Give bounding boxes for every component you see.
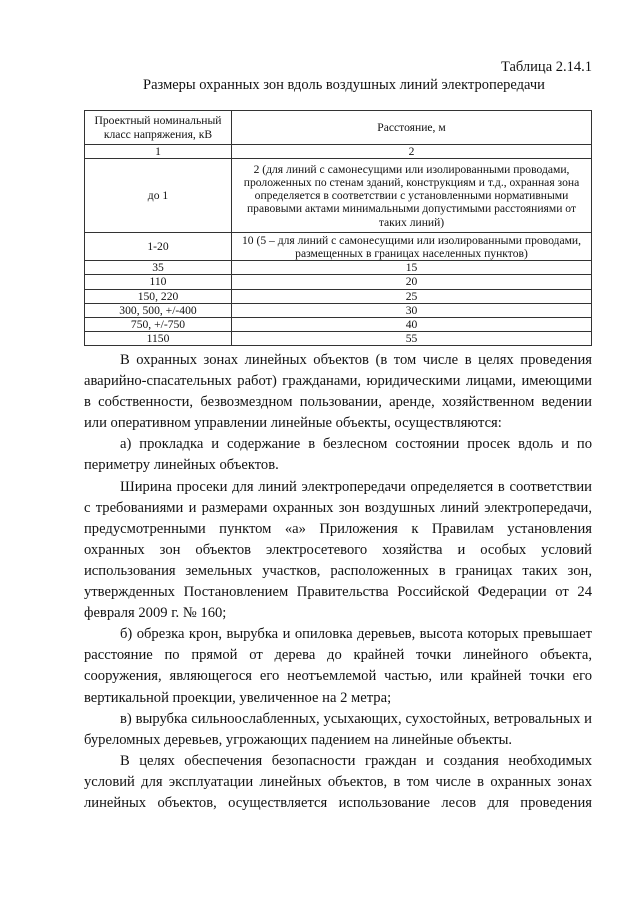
voltage-cell: 35 xyxy=(85,261,232,275)
voltage-cell: 110 xyxy=(85,275,232,289)
table-row xyxy=(85,318,592,332)
distance-cell: 15 xyxy=(232,261,592,275)
distance-cell: 30 xyxy=(232,303,592,317)
distance-cell: 40 xyxy=(232,318,592,332)
voltage-cell: 1-20 xyxy=(85,233,232,261)
voltage-cell: до 1 xyxy=(85,159,232,233)
distance-cell: 10 (5 – для линий с самонесущими или изолированными проводами, размещенных в границах населенных пунктов) xyxy=(232,233,592,261)
table-title: Размеры охранных зон вдоль воздушных линий электропередачи xyxy=(143,77,545,93)
protection-zones-table xyxy=(84,110,592,346)
column-number-1: 1 xyxy=(85,145,232,159)
header-distance: Расстояние, м xyxy=(232,111,592,145)
table-row xyxy=(85,303,592,317)
paragraph-item-b: б) обрезка крон, вырубка и опиловка деревьев, высота которых превышает расстояние по прямой от дерева до крайней точки линейного объекта, сооружения, являющегося его неотъемлемой частью, или крайней точки его вертикальной проекции, увеличенное на 2 метра; xyxy=(84,626,592,706)
table-column-numbers-row xyxy=(85,145,592,159)
paragraph: В целях обеспечения безопасности граждан и создания необходимых условий для эксплуатации линейных объектов, в том числе в охранных зонах линейных объектов, осуществляется использование лесов для проведения xyxy=(84,752,592,811)
document-body xyxy=(84,350,592,814)
column-number-2: 2 xyxy=(232,145,592,159)
distance-cell: 25 xyxy=(232,289,592,303)
table-row xyxy=(85,289,592,303)
voltage-cell: 300, 500, +/-400 xyxy=(85,303,232,317)
table-row xyxy=(85,159,592,233)
distance-cell: 2 (для линий с самонесущими или изолированными проводами, проложенных по стенам зданий, конструкциям и т.д., охранная зона определяется в соответствии с установленными нормативными правовыми актами минимальными допустимыми расстояниями от таких линий) xyxy=(232,159,592,233)
table-row xyxy=(85,233,592,261)
voltage-cell: 750, +/-750 xyxy=(85,318,232,332)
table-header-row xyxy=(85,111,592,145)
paragraph: В охранных зонах линейных объектов (в том числе в целях проведения аварийно-спасательных работ) гражданами, юридическими лицами, имеющими в собственности, безвозмездном пользовании, аренде, хозяйственном ведении или оперативном управлении линейные объекты, осуществляются: xyxy=(84,352,592,432)
distance-cell: 20 xyxy=(232,275,592,289)
table-row xyxy=(85,275,592,289)
paragraph-item-a: а) прокладка и содержание в безлесном состоянии просек вдоль и по периметру линейных объектов. xyxy=(84,436,592,474)
voltage-cell: 150, 220 xyxy=(85,289,232,303)
voltage-cell: 1150 xyxy=(85,332,232,346)
paragraph-item-v: в) вырубка сильноослабленных, усыхающих, сухостойных, ветровальных и буреломных деревьев, угрожающих падением на линейные объекты. xyxy=(84,710,592,748)
distance-cell: 55 xyxy=(232,332,592,346)
header-voltage-class: Проектный номинальный класс напряжения, кВ xyxy=(85,111,232,145)
table-number-label: Таблица 2.14.1 xyxy=(500,59,592,75)
table-row xyxy=(85,332,592,346)
paragraph: Ширина просеки для линий электропередачи определяется в соответствии с требованиями и размерами охранных зон воздушных линий электропередачи, предусмотренными пунктом «а» Приложения к Правилам установления охранных зон объектов электросетевого хозяйства и особых условий использования земельных участков, расположенных в границах таких зон, утвержденных Постановлением Правительства Российской Федерации от 24 февраля 2009 г. № 160; xyxy=(84,478,592,622)
table-row xyxy=(85,261,592,275)
